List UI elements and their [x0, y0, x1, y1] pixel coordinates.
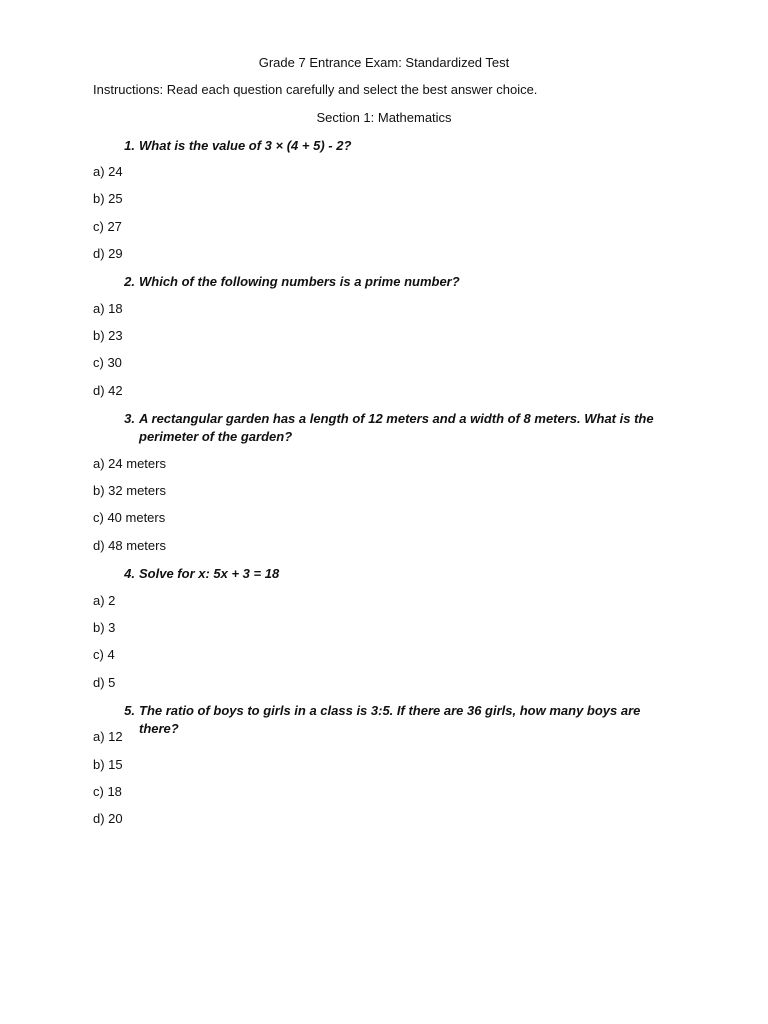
- answer-option: c) 18: [93, 784, 122, 799]
- answer-option: a) 24 meters: [93, 456, 166, 471]
- question-3: [93, 410, 673, 446]
- question-number: 1.: [124, 138, 135, 153]
- question-text: Which of the following numbers is a prime number?: [139, 274, 460, 289]
- question-number: 2.: [124, 274, 135, 289]
- answer-option: b) 15: [93, 757, 123, 772]
- answer-option: b) 3: [93, 620, 116, 635]
- answer-option: d) 29: [93, 246, 123, 261]
- answer-option: d) 20: [93, 811, 123, 826]
- answer-option: a) 12: [93, 729, 123, 744]
- answer-option: c) 4: [93, 647, 115, 662]
- question-4: [93, 565, 673, 583]
- question-text: What is the value of 3 × (4 + 5) - 2?: [139, 138, 352, 153]
- answer-option: a) 2: [93, 593, 116, 608]
- question-text: A rectangular garden has a length of 12 meters and a width of 8 meters. What is the perimeter of the garden?: [139, 411, 654, 444]
- question-text: Solve for x: 5x + 3 = 18: [139, 566, 280, 581]
- section-heading: Section 1: Mathematics: [316, 110, 452, 125]
- answer-option: d) 42: [93, 383, 123, 398]
- answer-option: c) 27: [93, 219, 122, 234]
- answer-option: a) 18: [93, 301, 123, 316]
- answer-option: b) 32 meters: [93, 483, 166, 498]
- answer-option: b) 23: [93, 328, 123, 343]
- answer-option: c) 40 meters: [93, 510, 166, 525]
- question-number: 3.: [124, 411, 135, 426]
- answer-option: b) 25: [93, 191, 123, 206]
- question-5: [93, 702, 673, 738]
- question-text: The ratio of boys to girls in a class is 3:5. If there are 36 girls, how many boys are there?: [139, 703, 641, 736]
- question-1: [93, 137, 673, 155]
- question-number: 4.: [124, 566, 135, 581]
- question-2: [93, 273, 673, 291]
- answer-option: d) 48 meters: [93, 538, 166, 553]
- answer-option: c) 30: [93, 355, 122, 370]
- answer-option: a) 24: [93, 164, 123, 179]
- answer-option: d) 5: [93, 675, 116, 690]
- exam-instructions: Instructions: Read each question carefully and select the best answer choice.: [93, 82, 538, 97]
- exam-title: Grade 7 Entrance Exam: Standardized Test: [258, 55, 510, 70]
- question-number: 5.: [124, 703, 135, 718]
